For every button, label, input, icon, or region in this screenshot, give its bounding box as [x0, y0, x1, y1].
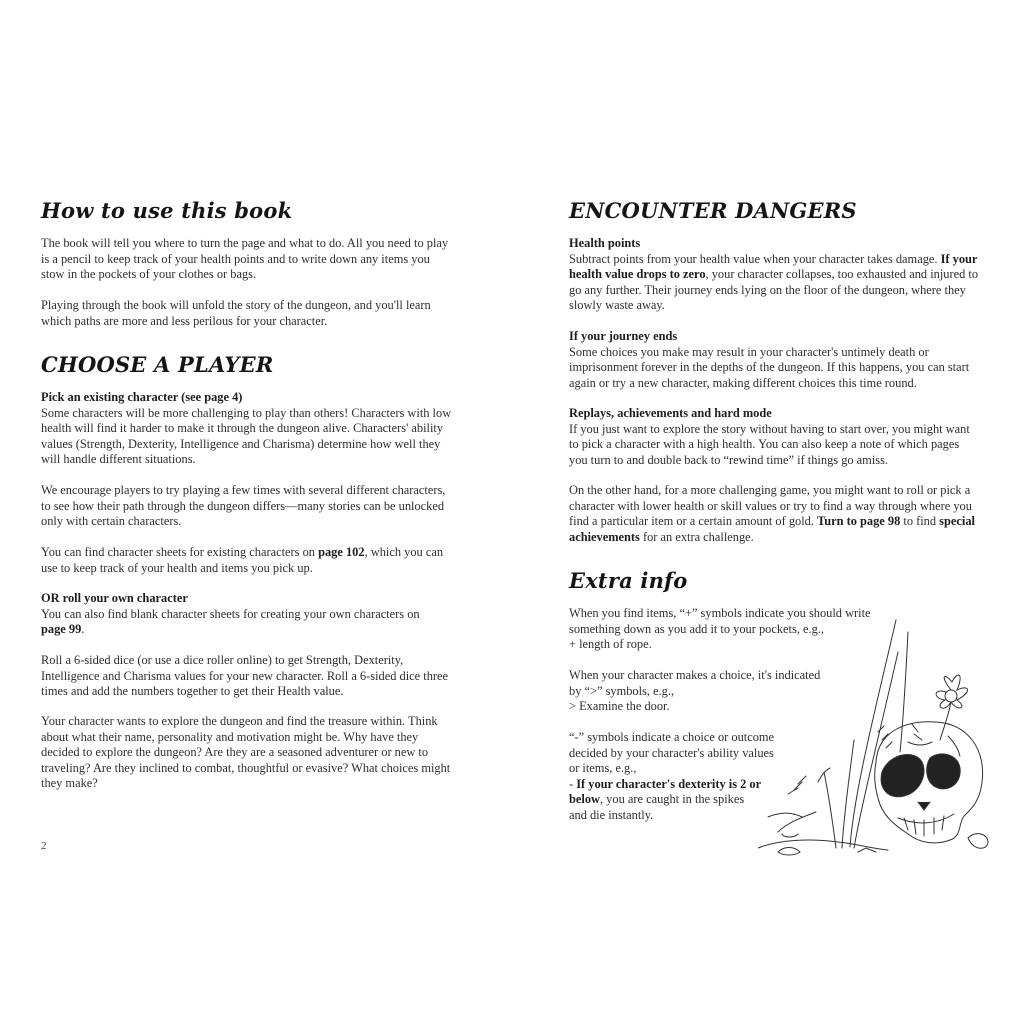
dice-para: [41, 653, 448, 700]
how-to-para-2: [41, 298, 431, 329]
text-line: stow in the pockets of your clothes or bags.: [41, 267, 257, 282]
page-ref: page 102: [318, 545, 365, 559]
text-line: You can also find blank character sheets for creating your own characters on: [41, 606, 420, 621]
text-line: to see how their path through the dungeon differs—many stories can be unlocked: [41, 498, 445, 513]
how-to-title: How to use this book: [41, 198, 293, 223]
how-to-para-1: [41, 236, 448, 283]
text-line: [569, 267, 978, 283]
text-line: > Examine the door.: [569, 699, 670, 714]
right-page: [569, 0, 989, 1024]
page-ref: page 99: [41, 622, 82, 637]
text-line: We encourage players to try playing a few times with several different characters,: [41, 483, 446, 497]
text-line: The book will tell you where to turn the page and what to do. All you need to play: [41, 236, 449, 250]
text-line: go any further. Their journey ends lying on the floor of the dungeon, where they: [569, 282, 966, 297]
left-page: [41, 0, 461, 1024]
emphasis: If your character's dexterity is 2 or: [576, 776, 762, 791]
explore-para: [41, 714, 450, 792]
emphasis: below: [569, 792, 600, 807]
text-line: decided by your character's ability values: [569, 745, 774, 760]
encounter-dangers-title: ENCOUNTER DANGERS: [569, 198, 857, 223]
emphasis: If your: [940, 251, 978, 266]
journey-ends-section: [569, 329, 969, 391]
text-line: [41, 545, 443, 561]
choose-player-title: CHOOSE A PLAYER: [41, 352, 274, 377]
emphasis: special: [939, 514, 975, 529]
text-line: If you just want to explore the story without having to start over, you might want: [569, 421, 970, 436]
text-line: On the other hand, for a more challenging game, you might want to roll or pick a: [569, 483, 971, 497]
hard-mode-para: [569, 483, 975, 545]
text-run: , your character collapses, too exhausted and injured to: [705, 267, 979, 282]
text-line: When your character makes a choice, it's indicated: [569, 668, 821, 682]
text-line: [569, 777, 774, 793]
text-line: [569, 530, 975, 546]
text-line: [569, 514, 975, 530]
text-run: , you are caught in the spikes: [599, 792, 745, 807]
text-run: .: [81, 622, 85, 637]
text-line: Your character wants to explore the dungeon and find the treasure within. Think: [41, 714, 438, 728]
text-line: will handle different situations.: [41, 452, 196, 467]
text-line: + length of rope.: [569, 637, 652, 652]
grass-stems: [768, 620, 908, 848]
text-line: and die instantly.: [569, 807, 654, 822]
journey-ends-heading: If your journey ends: [569, 329, 678, 343]
text-line: [569, 252, 978, 268]
text-run: Subtract points from your health value when your character takes damage.: [569, 251, 941, 266]
text-line: character with lower health or skill values or try to find a way through where you: [569, 498, 972, 513]
text-line: decided to explore the dungeon? Are they are a seasoned adventurer or new to: [41, 745, 429, 760]
text-run: -: [569, 776, 577, 791]
text-line: [41, 622, 420, 638]
text-line: is a pencil to keep track of your health points and to write down any items you: [41, 251, 430, 266]
text-line: which paths are more and less perilous for your character.: [41, 313, 328, 328]
text-line: by “>” symbols, e.g.,: [569, 683, 675, 698]
text-run: find a particular item or a certain amount of gold.: [569, 514, 818, 529]
text-line: When you find items, “+” symbols indicate you should write: [569, 606, 871, 620]
text-line: Some choices you make may result in your character's untimely death or: [569, 344, 929, 359]
roll-own-heading: OR roll your own character: [41, 591, 188, 605]
text-line: health will find it harder to make it through the dungeon alive. Characters' ability: [41, 421, 444, 436]
text-line: Intelligence and Charisma values for your new character. Roll a 6-sided dice three: [41, 668, 449, 683]
text-line: something down as you add it to your pockets, e.g.,: [569, 621, 825, 636]
text-line: Some characters will be more challenging to play than others! Characters with low: [41, 405, 452, 420]
text-run: You can find character sheets for existing characters on: [41, 545, 319, 559]
text-line: Playing through the book will unfold the story of the dungeon, and you'll learn: [41, 298, 431, 312]
existing-character-section: [41, 390, 451, 468]
replays-section: [569, 406, 970, 468]
text-line: you turn to and double back to “rewind time” if things go amiss.: [569, 452, 888, 467]
text-line: [569, 792, 774, 808]
page-ref: Turn to page 98: [817, 514, 901, 529]
dash-symbol-para: [569, 730, 774, 824]
text-line: times and add the numbers together to get their Health value.: [41, 684, 344, 699]
emphasis: achievements: [569, 529, 640, 544]
skull: [875, 722, 983, 843]
character-sheets-para: [41, 545, 443, 576]
text-line: slowly waste away.: [569, 298, 665, 313]
text-line: again or try a new character, making different choices this time round.: [569, 375, 917, 390]
text-line: “-” symbols indicate a choice or outcome: [569, 730, 775, 744]
text-line: imprisonment forever in the depths of the dungeon. If this happens, you can start: [569, 360, 970, 375]
ground-rocks: [758, 834, 988, 855]
text-line: only with certain characters.: [41, 514, 182, 529]
existing-character-heading: Pick an existing character (see page 4): [41, 390, 243, 404]
text-line: to pick a character with a high health. You can also keep a note of which pages: [569, 437, 960, 452]
text-line: Roll a 6-sided dice (or use a dice roller online) to get Strength, Dexterity,: [41, 653, 404, 667]
text-run: to find: [900, 514, 940, 529]
text-run: for an extra challenge.: [639, 529, 754, 544]
text-line: or items, e.g.,: [569, 761, 637, 776]
text-line: values (Strength, Dexterity, Intelligence and Charisma) determine how well they: [41, 436, 441, 451]
replays-heading: Replays, achievements and hard mode: [569, 406, 772, 420]
health-points-section: [569, 236, 978, 314]
extra-info-title: Extra info: [569, 568, 688, 593]
text-line: they make?: [41, 776, 98, 791]
skull-flowers-illustration: [758, 612, 990, 857]
health-points-heading: Health points: [569, 236, 641, 250]
page-number: 2: [41, 840, 47, 852]
roll-own-section: [41, 591, 420, 638]
text-line: about what their name, personality and motivation might be. Why have they: [41, 729, 419, 744]
emphasis: health value drops to zero: [569, 267, 706, 282]
encourage-para: [41, 483, 445, 530]
text-line: use to keep track of your health and items you pick up.: [41, 560, 313, 575]
text-line: traveling? Are they inclined to combat, thoughtful or evasive? What choices might: [41, 760, 451, 775]
text-run: , which you can: [364, 545, 444, 559]
